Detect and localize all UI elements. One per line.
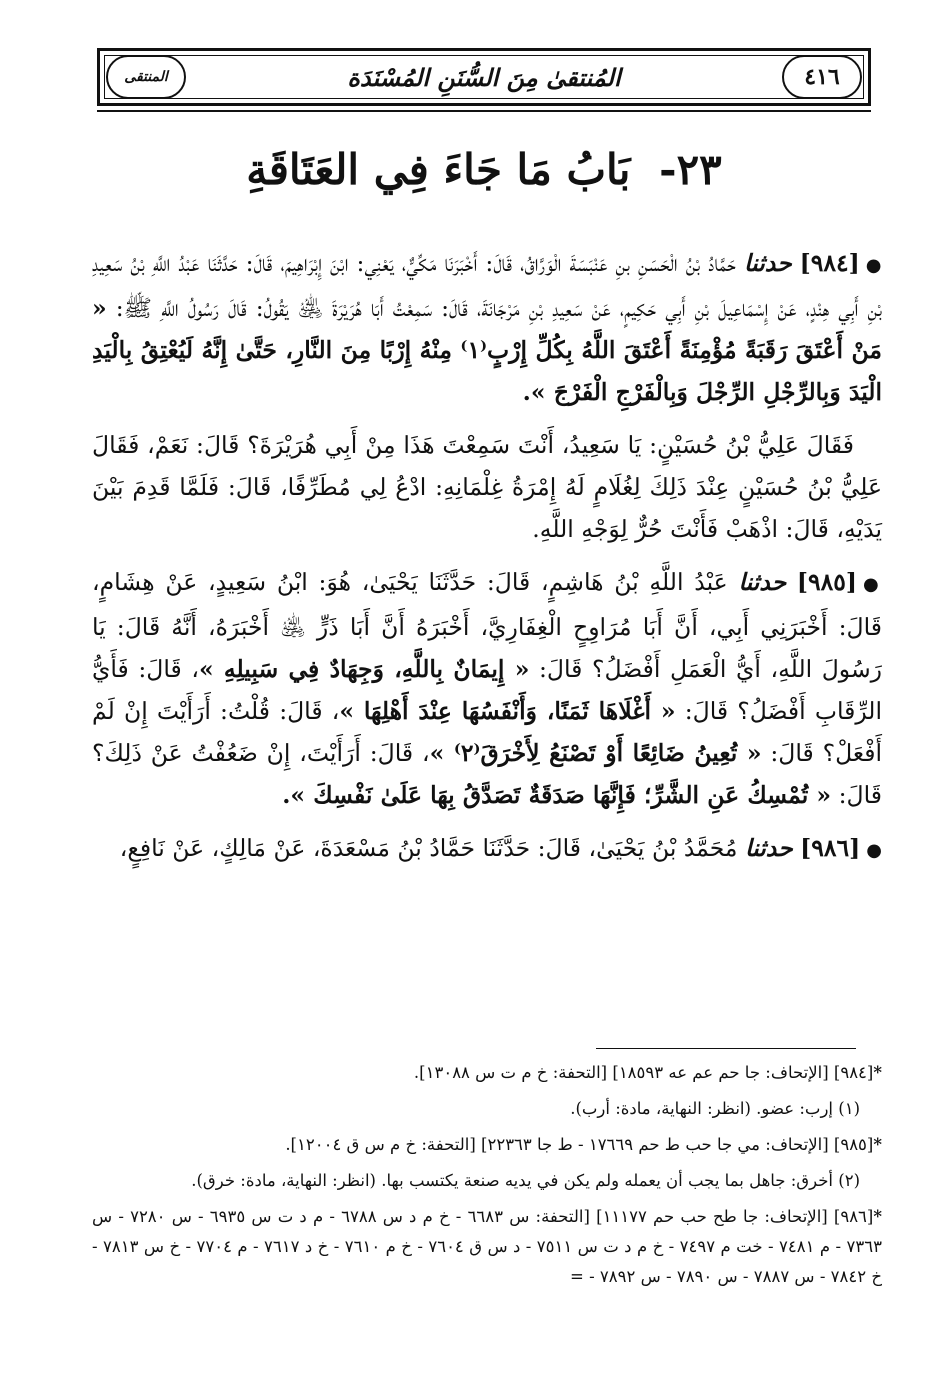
isnad-text: حَمَّادُ بْنُ الْحَسَنِ بنِ عَنْبَسَةَ الْوَرَّاقُ، قَالَ: أَخْبَرَنَا مَكِّيٌّ، يَعْنِي: ابْنَ إِبْرَاهِيمَ، قَالَ: حَدَّثَنَا عَبْدُ اللَّهِ بْنُ سَعِيدِ بْنِ أَبِي هِنْدٍ، عَنْ إِسْمَاعِيلَ بْنِ أَبِي حَكِيمٍ، عَنْ سَعِيدِ بْنِ مَرْجَانَةَ، قَالَ: سَمِعْتُ أَبَا هُرَيْرَةَ ﵁ يَقُولُ: قَالَ رَسُولُ اللَّهِ ﷺ: <box>92 249 882 322</box>
hadith-number: [٩٨٥] <box>796 568 857 596</box>
footnote-text: (٢) أخرق: جاهل بما يجب أن يعمله ولم يكن في يديه صنعة يكتسب بها. (انظر: النهاية، مادة: خرق). <box>191 1171 860 1190</box>
footnote-text: [٩٨٦] [الإتحاف: جا طح حب حم ١١١٧٧] [التحفة: س ٦٦٨٣ - خ م د س ٦٧٨٨ - م د ت س ٦٩٣٥ - س ٧٢٨٠ - س ٧٣٦٣ - م ٧٤٨١ - خت م ٧٤٩٧ - خ م د ت س ٧٥١١ - د س ق ٧٦٠٤ - خ م ٧٦١٠ - خ د ٧٦١٧ - م ٧٧٠٤ - خ س ٧٨١٣ - خ ٧٨٤٢ - س ٧٨٨٧ - س ٧٨٩٠ - س ٧٨٩٢ - = <box>92 1207 882 1286</box>
footnotes <box>92 1058 882 1298</box>
isnad-text: عَبْدُ اللَّهِ بْنُ هَاشِمٍ، قَالَ: حَدَّثَنَا يَحْيَىٰ، هُوَ: ابْنُ سَعِيدٍ، عَنْ هِشَامٍ، قَالَ: أَخْبَرَنِي أَبِي، أَنَّ أَبَا مُرَاوِحٍ الْغِفَارِيَّ، أَخْبَرَهُ أَنَّ أَبَا ذَرٍّ ﵁ أَخْبَرَهُ، أَنَّهُ قَالَ: يَا رَسُولَ اللَّهِ، أَيُّ الْعَمَلِ أَفْضَلُ؟ قَالَ: <box>92 568 882 683</box>
narrative-text: ، قَالَ: فَأَيُّ الرِّقَابِ أَفْضَلُ؟ قَالَ: <box>92 655 882 725</box>
footnote-separator <box>596 1048 856 1049</box>
prophetic-quote: « أَغْلَاهَا ثَمَنًا، وَأَنْفَسُهَا عِنْدَ أَهْلِهَا » <box>339 697 676 725</box>
footnote-2 <box>92 1166 882 1196</box>
book-title: المُنتقىٰ مِنَ السُّنَنِ المُسْنَدَة <box>347 62 621 92</box>
footnote-1 <box>92 1094 882 1124</box>
header-rule <box>97 110 871 112</box>
page-number: ٤١٦ <box>804 64 840 90</box>
star-marker: * <box>873 1063 882 1082</box>
narrative-text: فَقَالَ عَلِيُّ بْنُ حُسَيْنٍ: يَا سَعِيدُ، أَنْتَ سَمِعْتَ هَذَا مِنْ أَبِي هُرَيْرَةَ؟ قَالَ: نَعَمْ، فَقَالَ عَلِيُّ بْنُ حُسَيْنٍ عِنْدَ ذَلِكَ لِغُلَامٍ لَهُ إِمْرَةُ غِلْمَانِهِ: ادْعُ لِي مُطَرِّفًا، قَالَ: فَلَمَّا قَدِمَ بَيْنَ يَدَيْهِ، قَالَ: اذْهَبْ فَأَنْتَ حُرٌّ لِوَجْهِ اللَّهِ. <box>92 431 882 543</box>
star-marker: * <box>873 1207 882 1226</box>
page-number-box <box>782 55 862 99</box>
isnad-text: مُحَمَّدُ بْنُ يَحْيَىٰ، قَالَ: حَدَّثَنَا حَمَّادُ بْنُ مَسْعَدَةَ، عَنْ مَالِكٍ، عَنْ نَافِعٍ، <box>119 834 738 862</box>
prophetic-quote: « تُمْسِكُ عَنِ الشَّرِّ؛ فَإِنَّهَا صَدَقَةٌ تَصَدَّقُ بِهَا عَلَىٰ نَفْسِكَ ». <box>282 781 832 809</box>
hadith-984 <box>92 242 882 413</box>
haddathana-word: حدثنا <box>745 834 793 862</box>
narrative-text: ، قَالَ: أَرَأَيْتَ، إِنْ ضَعُفْتُ عَنْ ذَلِكَ؟ قَالَ: <box>92 739 882 809</box>
footnote-text: [٩٨٤] [الإتحاف: جا حم عم عه ١٨٥٩٣] [التحفة: خ م ت س ١٣٠٨٨]. <box>413 1063 874 1082</box>
footnote-985 <box>92 1130 882 1160</box>
footnote-984 <box>92 1058 882 1088</box>
chapter-title: بَابُ مَا جَاءَ فِي العَتَاقَةِ <box>246 145 631 194</box>
hadith-number: [٩٨٦] <box>800 834 861 862</box>
bullet-icon: ● <box>865 255 882 276</box>
hadith-number: [٩٨٤] <box>799 249 860 277</box>
footnote-text: (١) إرب: عضو. (انظر: النهاية، مادة: أرب). <box>570 1099 860 1118</box>
bullet-icon: ● <box>863 574 882 595</box>
running-header <box>97 48 871 106</box>
star-marker: * <box>873 1135 882 1154</box>
bullet-icon: ● <box>866 840 882 861</box>
prophetic-quote: « مَنْ أَعْتَقَ رَقَبَةً مُؤْمِنَةً أَعْتَقَ اللَّهُ بِكُلِّ إِرْبٍ⁽١⁾ مِنْهُ إِرْبًا مِنَ النَّارِ، حَتَّىٰ إِنَّهُ لَيُعْتِقُ بِالْيَدِ الْيَدَ وَبِالرِّجْلِ الرِّجْلَ وَبِالْفَرْجِ الْفَرْجَ ». <box>92 294 882 406</box>
prophetic-quote: « إِيمَانٌ بِاللَّهِ، وَجِهَادٌ فِي سَبِيلِهِ » <box>198 655 530 683</box>
hadith-985 <box>92 561 882 816</box>
prophetic-quote: « تُعِينُ ضَائِعًا أَوْ تَصْنَعُ لِأَخْرَقَ⁽٢⁾ » <box>429 739 762 767</box>
footnote-text: [٩٨٥] [الإتحاف: مي جا حب ط حم ١٧٦٦٩ - ط جا ٢٢٣٦٣] [التحفة: خ م س ق ١٢٠٠٤]. <box>285 1135 874 1154</box>
footnote-986 <box>92 1202 882 1292</box>
narrative-text: ، قَالَ: قُلْتُ: أَرَأَيْتَ إِنْ لَمْ أَفْعَلْ؟ قَالَ: <box>92 697 882 767</box>
main-text <box>92 242 882 883</box>
haddathana-word: حدثنا <box>738 568 787 596</box>
hadith-984-continuation <box>92 424 882 550</box>
haddathana-word: حدثنا <box>743 249 792 277</box>
logo-text: المنتقى <box>124 69 168 85</box>
chapter-heading <box>97 140 871 200</box>
hadith-986 <box>92 827 882 872</box>
chapter-number: ٢٣- <box>659 145 722 194</box>
publisher-logo <box>106 55 186 99</box>
